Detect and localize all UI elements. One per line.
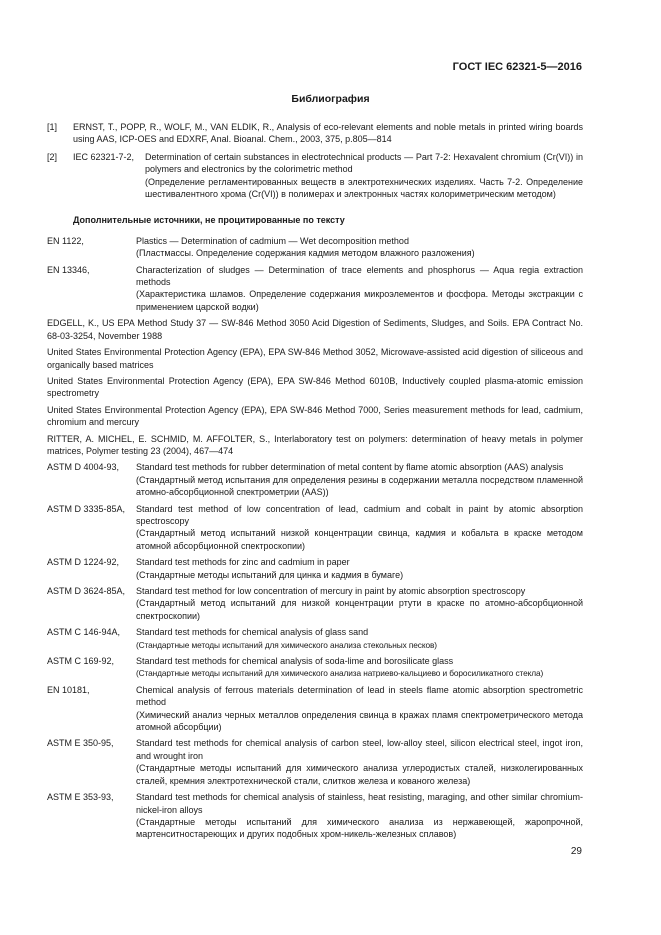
source-line: (Стандартные методы испытаний для химического анализа углеродистых сталей, низколегированных сталей, кремния электротехнической стали, слитков железа и кованого железа) [136, 763, 583, 786]
source-text [136, 737, 583, 787]
source-paragraph: RITTER, A. MICHEL, E. SCHMID, M. AFFOLTER, S., Interlaboratory test on polymers: determination of heavy metals in polymer matrices, Polymer testing 23 (2004), 467—474 [47, 433, 583, 456]
source-entry [47, 655, 583, 680]
reference-line: (Определение регламентированных веществ в электротехнических изделиях. Часть 7-2. Определение шестивалентного хрома (Cr(VI)) в полимерах и электронных частях колориметрическим методом) [145, 176, 583, 200]
source-paragraph: EDGELL, K., US EPA Method Study 37 — SW-846 Method 3050 Acid Digestion of Sediments, Sludges, and Soils. EPA Contract No. 68-03-3254, November 1988 [47, 318, 583, 341]
source-entry [47, 264, 583, 314]
reference-2 [47, 151, 583, 201]
source-code: EN 1122, [47, 235, 84, 246]
source-entry [47, 556, 583, 581]
source-text [136, 235, 583, 260]
source-line: Standard test methods for chemical analysis of glass sand [136, 627, 369, 638]
source-text [136, 684, 583, 734]
source-line: Standard test method for low concentration of mercury in paint by atomic absorption spectroscopy [136, 586, 526, 596]
source-paragraph: United States Environmental Protection Agency (EPA), EPA SW-846 Method 7000, Series measurement methods for lead, cadmium, chromium and mercury [47, 404, 583, 428]
source-line: Standard test method of low concentration of lead, cadmium and cobalt in paint by atomic absorption spectroscopy [136, 503, 583, 526]
source-entry [47, 503, 583, 553]
source-line: (Стандартные методы испытаний для химического анализа натриево-кальциево и боросиликатного стекла) [136, 668, 544, 679]
source-paragraph: United States Environmental Protection Agency (EPA), EPA SW-846 Method 3052, Microwave-assisted acid digestion of siliceous and organically based matrices [47, 347, 583, 370]
source-entry [47, 585, 583, 622]
source-entry [47, 461, 583, 498]
source-code: ASTM D 1224-92, [47, 557, 120, 568]
source-code: ASTM D 3335-85A, [47, 503, 126, 514]
reference-text: ERNST, T., POPP, R., WOLF, M., VAN ELDIK, R., Analysis of eco-relevant elements and noble metals in printed wiring boards using AAS, ICP-OES and EDXRF, Anal. Bioanal. Chem., 2003, 375, p.805—814 [73, 122, 583, 145]
source-line: (Стандартный метод испытаний для низкой концентрации ртути в краске по атомно-абсорбционной спектроскопии) [136, 598, 583, 621]
source-text [136, 626, 583, 651]
source-line: (Характеристика шламов. Определение содержания микроэлементов и фосфора. Методы экстракции с применением царской водки) [136, 289, 583, 312]
source-code: ASTM E 353-93, [47, 792, 114, 803]
source-text [136, 655, 583, 680]
source-code: ASTM E 350-95, [47, 738, 114, 749]
reference-code: IEC 62321-7-2, [73, 151, 135, 162]
source-entry [47, 737, 583, 787]
source-line: (Стандартные методы испытаний для химического анализа стекольных песков) [136, 639, 437, 650]
source-line: Standard test methods for chemical analysis of stainless, heat resisting, maraging, and other similar chromium-nickel-iron alloys [136, 792, 583, 815]
source-text [136, 461, 583, 498]
reference-number: [2] [47, 151, 58, 162]
reference-1 [47, 121, 583, 146]
source-entry [47, 684, 583, 734]
source-line: Characterization of sludges — Determination of trace elements and phosphorus — Aqua regia extraction methods [136, 264, 583, 288]
source-line: (Стандартные методы испытаний для химического анализа из нержавеющей, жаропрочной, мартенситностареющих и других подобных хром-никель-железных сплавов) [136, 816, 583, 840]
source-entry [47, 791, 583, 841]
page-title: Библиография [291, 93, 370, 105]
source-text [136, 556, 583, 581]
source-paragraph: United States Environmental Protection Agency (EPA), EPA SW-846 Method 6010B, Inductively coupled plasma-atomic emission spectrometry [47, 375, 583, 399]
source-entry [47, 626, 583, 651]
source-line: (Пластмассы. Определение содержания кадмия методом влажного разложения) [136, 248, 475, 259]
source-line: Standard test methods for chemical analysis of carbon steel, low-alloy steel, silicon electrical steel, ingot iron, and wrought iron [136, 738, 583, 761]
source-text [136, 791, 583, 841]
reference-number: [1] [47, 122, 58, 132]
source-line: (Стандартный метод испытаний низкой концентрации свинца, кадмия и кобальта в краске методом атомной абсорбционной спектроскопии) [136, 528, 583, 551]
source-line: Standard test methods for zinc and cadmium in paper [136, 557, 350, 568]
source-code: ASTM C 169-92, [47, 656, 115, 667]
source-code: ASTM D 4004-93, [47, 462, 120, 473]
source-text [136, 503, 583, 553]
bibliography-content [47, 121, 583, 845]
source-line: Standard test methods for rubber determination of metal content by flame atomic absorption (AAS) analysis [136, 462, 564, 473]
reference-line: Determination of certain substances in electrotechnical products — Part 7-2: Hexavalent chromium (Cr(VI)) in polymers and electronics by the colorimetric method [145, 151, 583, 175]
page-number: 29 [570, 846, 582, 857]
source-text [136, 585, 583, 622]
source-line: Chemical analysis of ferrous materials determination of lead in steels flame atomic absorption spectrometric method [136, 684, 583, 708]
source-code: ASTM D 3624-85A, [47, 586, 126, 596]
source-line: Plastics — Determination of cadmium — Wet decomposition method [136, 235, 409, 246]
source-code: EN 10181, [47, 684, 90, 695]
standard-header: ГОСТ IEC 62321-5—2016 [452, 61, 582, 73]
source-text [136, 264, 583, 314]
source-code: ASTM C 146-94A, [47, 627, 121, 638]
source-line: (Стандартный метод испытания для определения резины в содержании металла посредством пламенной атомно-абсорбционной спектрометрии (AAS)) [136, 474, 583, 498]
source-line: (Химический анализ черных металлов определения свинца в кражах пламя спектрометрического метода атомной абсорбции) [136, 709, 583, 733]
source-line: (Стандартные методы испытаний для цинка и кадмия в бумаге) [136, 569, 404, 580]
source-code: EN 13346, [47, 264, 90, 275]
subheading: Дополнительные источники, не процитированные по тексту [73, 215, 345, 226]
source-entry [47, 235, 583, 260]
source-line: Standard test methods for chemical analysis of soda-lime and borosilicate glass [136, 656, 454, 667]
reference-text [145, 151, 583, 201]
